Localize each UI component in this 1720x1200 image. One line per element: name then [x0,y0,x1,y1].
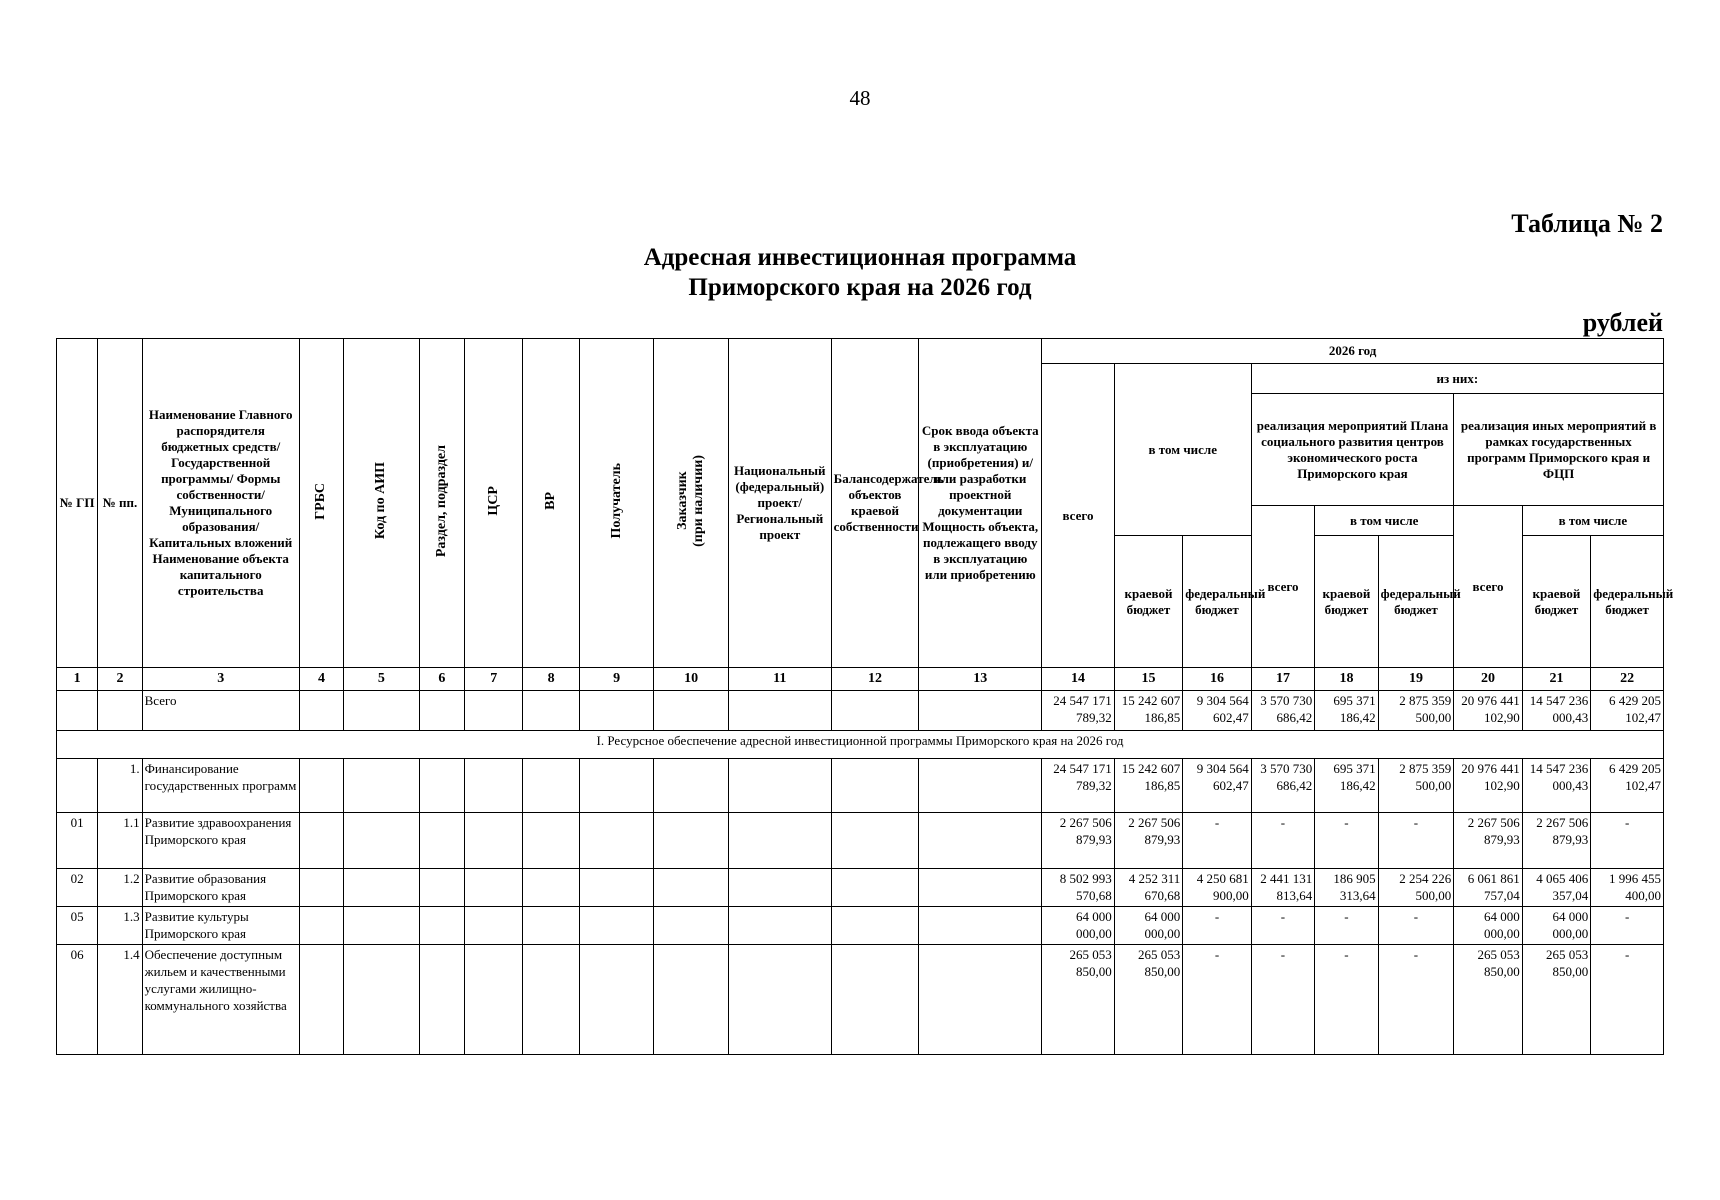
cell-empty [654,759,729,813]
cell-empty [344,907,420,945]
cell-empty [299,691,343,731]
column-number-row [57,668,1664,691]
cell-value: 64 000 000,00 [1114,907,1183,945]
column-number: 8 [523,668,579,691]
header-national-project: Национальный (федеральный) проект/ Региональный проект [728,339,831,668]
cell-value: - [1378,907,1454,945]
column-number: 11 [728,668,831,691]
cell-value: 2 267 506 879,93 [1042,813,1115,869]
column-number: 18 [1315,668,1378,691]
cell-empty [919,691,1042,731]
cell-empty [464,759,522,813]
cell-value: 64 000 000,00 [1042,907,1115,945]
cell-empty [419,813,464,869]
cell-value: 2 267 506 879,93 [1454,813,1523,869]
cell-value: 9 304 564 602,47 [1183,759,1252,813]
column-number: 16 [1183,668,1252,691]
table-row [57,759,1664,813]
cell-empty [299,813,343,869]
cell-value: - [1183,945,1252,1055]
header-federal-budget: федеральный бюджет [1183,536,1252,668]
header-balance-holder: Балансодержатель объектов краевой собственности [831,339,919,668]
cell-gp-number [57,759,98,813]
cell-value: 6 429 205 102,47 [1591,691,1664,731]
units-label: рублей [1582,308,1663,337]
title-line-2: Приморского края на 2026 год [688,274,1032,301]
cell-value: 695 371 186,42 [1315,759,1378,813]
cell-gp-number: 06 [57,945,98,1055]
cell-empty [523,945,579,1055]
cell-empty [523,759,579,813]
column-number: 13 [919,668,1042,691]
cell-value: 20 976 441 102,90 [1454,691,1523,731]
header-other-in-that-number: в том числе [1522,506,1663,536]
cell-value: 3 570 730 686,42 [1251,691,1314,731]
table-label: Таблица № 2 [1511,209,1663,238]
cell-empty [919,945,1042,1055]
header-grbs-text: ГРБС [313,482,329,520]
cell-empty [831,813,919,869]
cell-empty [464,907,522,945]
cell-name: Обеспечение доступным жильем и качественными услугами жилищно-коммунального хозяйства [142,945,299,1055]
investment-program-table [56,338,1674,1055]
cell-value: 64 000 000,00 [1522,907,1591,945]
cell-empty [831,907,919,945]
cell-empty [654,869,729,907]
cell-empty [523,869,579,907]
cell-empty [579,759,654,813]
cell-value: 15 242 607 186,85 [1114,691,1183,731]
cell-value: 265 053 850,00 [1042,945,1115,1055]
cell-empty [919,813,1042,869]
column-number: 10 [654,668,729,691]
cell-value: - [1251,907,1314,945]
cell-empty [344,691,420,731]
header-other-total: всего [1454,506,1523,668]
cell-value: 2 875 359 500,00 [1378,759,1454,813]
header-grbs [299,339,343,668]
cell-empty [464,691,522,731]
column-number: 7 [464,668,522,691]
header-vr-text: ВР [543,492,559,510]
header-customer-line1: Заказчик [675,471,691,531]
cell-empty [579,869,654,907]
cell-value: - [1315,813,1378,869]
cell-value: 4 065 406 357,04 [1522,869,1591,907]
column-number: 19 [1378,668,1454,691]
cell-empty [419,759,464,813]
cell-value: 265 053 850,00 [1114,945,1183,1055]
table-row [57,907,1664,945]
cell-empty [523,813,579,869]
cell-value: 6 429 205 102,47 [1591,759,1664,813]
cell-empty [344,945,420,1055]
cell-empty [654,691,729,731]
header-aip-code-text: Код по АИП [373,462,389,540]
cell-empty [579,907,654,945]
cell-value: 20 976 441 102,90 [1454,759,1523,813]
cell-value: 4 250 681 900,00 [1183,869,1252,907]
column-number: 12 [831,668,919,691]
cell-empty [831,869,919,907]
section-row [57,731,1664,759]
cell-value: 2 267 506 879,93 [1114,813,1183,869]
cell-empty [523,907,579,945]
column-number: 14 [1042,668,1115,691]
cell-pp-number: 1.3 [98,907,142,945]
table-row [57,691,1664,731]
column-number: 1 [57,668,98,691]
cell-empty [579,813,654,869]
cell-gp-number: 01 [57,813,98,869]
cell-value: 24 547 171 789,32 [1042,759,1115,813]
cell-empty [919,907,1042,945]
cell-value: 4 252 311 670,68 [1114,869,1183,907]
header-customer [654,339,729,668]
cell-value: - [1378,813,1454,869]
cell-empty [654,813,729,869]
cell-value: - [1315,907,1378,945]
header-aip-code [344,339,420,668]
cell-empty [728,759,831,813]
cell-value: - [1591,945,1664,1055]
column-number: 22 [1591,668,1664,691]
cell-empty [464,945,522,1055]
cell-value: - [1183,907,1252,945]
cell-value: - [1315,945,1378,1055]
cell-empty [299,907,343,945]
cell-name: Всего [142,691,299,731]
column-number: 6 [419,668,464,691]
cell-empty [419,945,464,1055]
header-plan-total: всего [1251,506,1314,668]
cell-name: Финансирование государственных программ [142,759,299,813]
header-other-regional-budget: краевой бюджет [1522,536,1591,668]
cell-empty [831,759,919,813]
column-number: 20 [1454,668,1523,691]
cell-value: 2 267 506 879,93 [1522,813,1591,869]
cell-value: 6 061 861 757,04 [1454,869,1523,907]
cell-value: 2 254 226 500,00 [1378,869,1454,907]
cell-name: Развитие культуры Приморского края [142,907,299,945]
header-other-programs: реализация иных мероприятий в рамках государственных программ Приморского края и ФЦП [1454,394,1664,506]
header-csr [464,339,522,668]
cell-value: 265 053 850,00 [1454,945,1523,1055]
cell-empty [728,691,831,731]
cell-empty [419,869,464,907]
header-section-text: Раздел, подраздел [433,444,449,558]
cell-empty [831,691,919,731]
cell-empty [464,869,522,907]
cell-pp-number [98,691,142,731]
cell-empty [579,945,654,1055]
column-number: 21 [1522,668,1591,691]
header-vr [523,339,579,668]
header-other-federal-budget: федеральный бюджет [1591,536,1664,668]
cell-value: - [1251,945,1314,1055]
cell-empty [728,907,831,945]
cell-pp-number: 1.1 [98,813,142,869]
cell-empty [919,869,1042,907]
cell-value: - [1591,813,1664,869]
cell-empty [728,869,831,907]
header-customer-text [675,455,707,547]
cell-gp-number: 05 [57,907,98,945]
header-section [419,339,464,668]
header-customer-line2: (при наличии) [691,455,707,547]
cell-name: Развитие образования Приморского края [142,869,299,907]
cell-pp-number: 1. [98,759,142,813]
header-recipient [579,339,654,668]
table-row [57,945,1664,1055]
header-plan-in-that-number: в том числе [1315,506,1454,536]
cell-empty [579,691,654,731]
document-title [0,243,1720,303]
cell-value: - [1251,813,1314,869]
cell-name: Развитие здравоохранения Приморского края [142,813,299,869]
cell-value: 265 053 850,00 [1522,945,1591,1055]
column-number: 5 [344,668,420,691]
cell-value: - [1183,813,1252,869]
table-row [57,869,1664,907]
section-title: I. Ресурсное обеспечение адресной инвестиционной программы Приморского края на 2026 год [57,731,1664,759]
cell-empty [344,813,420,869]
cell-value: 1 996 455 400,00 [1591,869,1664,907]
cell-empty [831,945,919,1055]
header-recipient-text: Получатель [608,463,624,539]
cell-pp-number: 1.4 [98,945,142,1055]
cell-empty [464,813,522,869]
column-number: 17 [1251,668,1314,691]
cell-empty [523,691,579,731]
header-plan-regional-budget: краевой бюджет [1315,536,1378,668]
cell-value: 24 547 171 789,32 [1042,691,1115,731]
cell-value: 186 905 313,64 [1315,869,1378,907]
cell-value: 14 547 236 000,43 [1522,759,1591,813]
column-number: 2 [98,668,142,691]
cell-empty [728,813,831,869]
header-name: Наименование Главного распорядителя бюджетных средств/Государственной программы/ Формы собственности/Муниципального образования/Капитальных вложений Наименование объекта капитального строительства [142,339,299,668]
cell-value: 8 502 993 570,68 [1042,869,1115,907]
cell-empty [654,945,729,1055]
cell-pp-number: 1.2 [98,869,142,907]
cell-value: 14 547 236 000,43 [1522,691,1591,731]
cell-empty [299,945,343,1055]
title-line-1: Адресная инвестиционная программа [643,244,1077,271]
header-csr-text: ЦСР [485,486,501,516]
cell-value: 15 242 607 186,85 [1114,759,1183,813]
cell-value: 9 304 564 602,47 [1183,691,1252,731]
table-body [57,691,1664,1055]
cell-empty [919,759,1042,813]
header-in-that-number: в том числе [1114,364,1251,536]
cell-empty [299,759,343,813]
header-regional-budget: краевой бюджет [1114,536,1183,668]
cell-empty [299,869,343,907]
header-plan-social: реализация мероприятий Плана социального развития центров экономического роста Приморского края [1251,394,1453,506]
header-pp-number: № пп. [98,339,142,668]
cell-empty [344,869,420,907]
cell-value: 2 875 359 500,00 [1378,691,1454,731]
cell-gp-number: 02 [57,869,98,907]
cell-value: 695 371 186,42 [1315,691,1378,731]
page-number: 48 [849,86,871,110]
table-row [57,813,1664,869]
header-plan-federal-budget: федеральный бюджет [1378,536,1454,668]
cell-value: 2 441 131 813,64 [1251,869,1314,907]
cell-empty [344,759,420,813]
cell-empty [419,907,464,945]
cell-value: - [1591,907,1664,945]
cell-gp-number [57,691,98,731]
header-total: всего [1042,364,1115,668]
header-gp-number: № ГП [57,339,98,668]
cell-value: - [1378,945,1454,1055]
cell-empty [654,907,729,945]
cell-empty [728,945,831,1055]
header-year: 2026 год [1042,339,1664,364]
column-number: 15 [1114,668,1183,691]
column-number: 3 [142,668,299,691]
cell-empty [419,691,464,731]
column-number: 9 [579,668,654,691]
cell-value: 64 000 000,00 [1454,907,1523,945]
column-number: 4 [299,668,343,691]
header-of-them: из них: [1251,364,1663,394]
cell-value: 3 570 730 686,42 [1251,759,1314,813]
header-commissioning: Срок ввода объекта в эксплуатацию (приобретения) и/или разработки проектной документации Мощность объекта, подлежащего вводу в эксплуатацию или приобретению [919,339,1042,668]
